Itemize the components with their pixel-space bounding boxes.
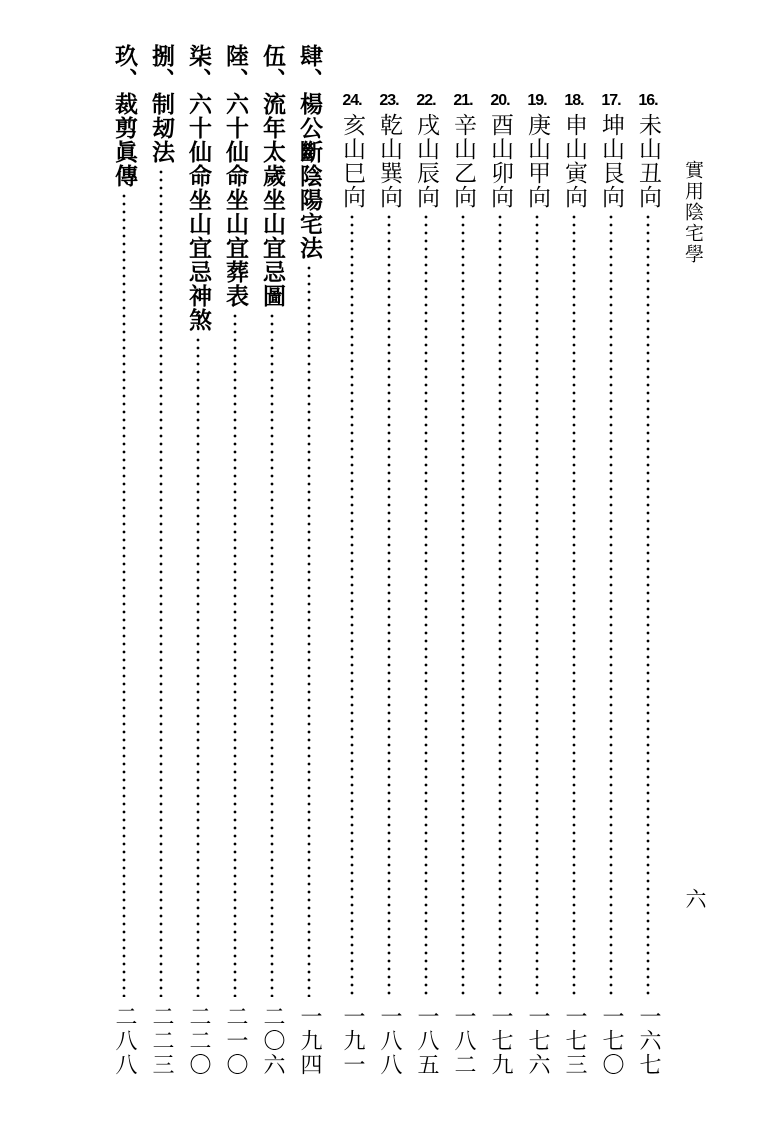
entry-number: 17. — [601, 92, 621, 109]
entry-number: 16. — [638, 92, 658, 109]
dot-leader — [159, 168, 163, 997]
dot-leader — [609, 213, 613, 997]
toc-chapter — [220, 44, 250, 1077]
toc-chapter — [109, 44, 139, 1077]
entry-title: 坤山艮向 — [598, 113, 624, 209]
table-of-contents — [0, 44, 777, 1082]
dot-leader — [646, 213, 650, 997]
toc-chapter — [257, 44, 287, 1077]
entry-number: 18. — [564, 92, 584, 109]
entry-page: 一六七 — [636, 1005, 661, 1077]
dot-leader — [270, 312, 274, 997]
toc-entry — [596, 92, 626, 1077]
dot-leader — [387, 213, 391, 997]
chapter-page: 二二三 — [149, 1005, 174, 1077]
dot-leader — [535, 213, 539, 997]
chapter-title: 肆、楊公斷陰陽宅法 — [296, 44, 323, 260]
entry-page: 一七九 — [488, 1005, 513, 1077]
entry-title: 戌山辰向 — [413, 113, 439, 209]
entry-page: 一八八 — [377, 1005, 402, 1077]
toc-entry — [337, 92, 367, 1077]
chapter-page: 一九四 — [297, 1005, 322, 1077]
toc-entry — [559, 92, 589, 1077]
dot-leader — [122, 192, 126, 997]
entry-page: 一九一 — [340, 1005, 365, 1077]
chapter-title: 捌、制刼法 — [148, 44, 175, 164]
toc-entry — [522, 92, 552, 1077]
chapter-page: 二一〇 — [223, 1005, 248, 1077]
entry-title: 乾山巽向 — [376, 113, 402, 209]
entry-page: 一七三 — [562, 1005, 587, 1077]
entry-number: 24. — [342, 92, 362, 109]
entry-number: 23. — [379, 92, 399, 109]
dot-leader — [350, 213, 354, 997]
page-number: 六 — [683, 888, 707, 909]
entry-number: 21. — [453, 92, 473, 109]
entry-page: 一八五 — [414, 1005, 439, 1077]
entry-number: 20. — [490, 92, 510, 109]
toc-chapter — [146, 44, 176, 1077]
chapter-title: 柒、六十仙命坐山宜忌神煞 — [185, 44, 212, 332]
chapter-title: 伍、流年太歲坐山宜忌圖 — [259, 44, 286, 308]
dot-leader — [461, 213, 465, 997]
entry-page: 一七〇 — [599, 1005, 624, 1077]
running-header: 實用陰宅學 — [682, 160, 704, 265]
entry-title: 未山丑向 — [635, 113, 661, 209]
toc-entry — [485, 92, 515, 1077]
dot-leader — [424, 213, 428, 997]
dot-leader — [498, 213, 502, 997]
entry-title: 亥山巳向 — [339, 113, 365, 209]
entry-title: 辛山乙向 — [450, 113, 476, 209]
toc-entry — [633, 92, 663, 1077]
entry-title: 申山寅向 — [561, 113, 587, 209]
entry-number: 22. — [416, 92, 436, 109]
chapter-page: 二〇六 — [260, 1005, 285, 1077]
chapter-page: 二八八 — [112, 1005, 137, 1077]
entry-page: 一七六 — [525, 1005, 550, 1077]
chapter-title: 陸、六十仙命坐山宜葬表 — [222, 44, 249, 308]
toc-chapter — [183, 44, 213, 1077]
dot-leader — [196, 336, 200, 997]
dot-leader — [307, 264, 311, 997]
toc-entry — [448, 92, 478, 1077]
toc-entry — [374, 92, 404, 1077]
toc-chapter — [294, 44, 324, 1077]
entry-number: 19. — [527, 92, 547, 109]
dot-leader — [572, 213, 576, 997]
entry-title: 酉山卯向 — [487, 113, 513, 209]
entry-title: 庚山甲向 — [524, 113, 550, 209]
dot-leader — [233, 312, 237, 997]
chapter-title: 玖、裁剪眞傳 — [111, 44, 138, 188]
toc-entry — [411, 92, 441, 1077]
chapter-page: 二二〇 — [186, 1005, 211, 1077]
entry-page: 一八二 — [451, 1005, 476, 1077]
